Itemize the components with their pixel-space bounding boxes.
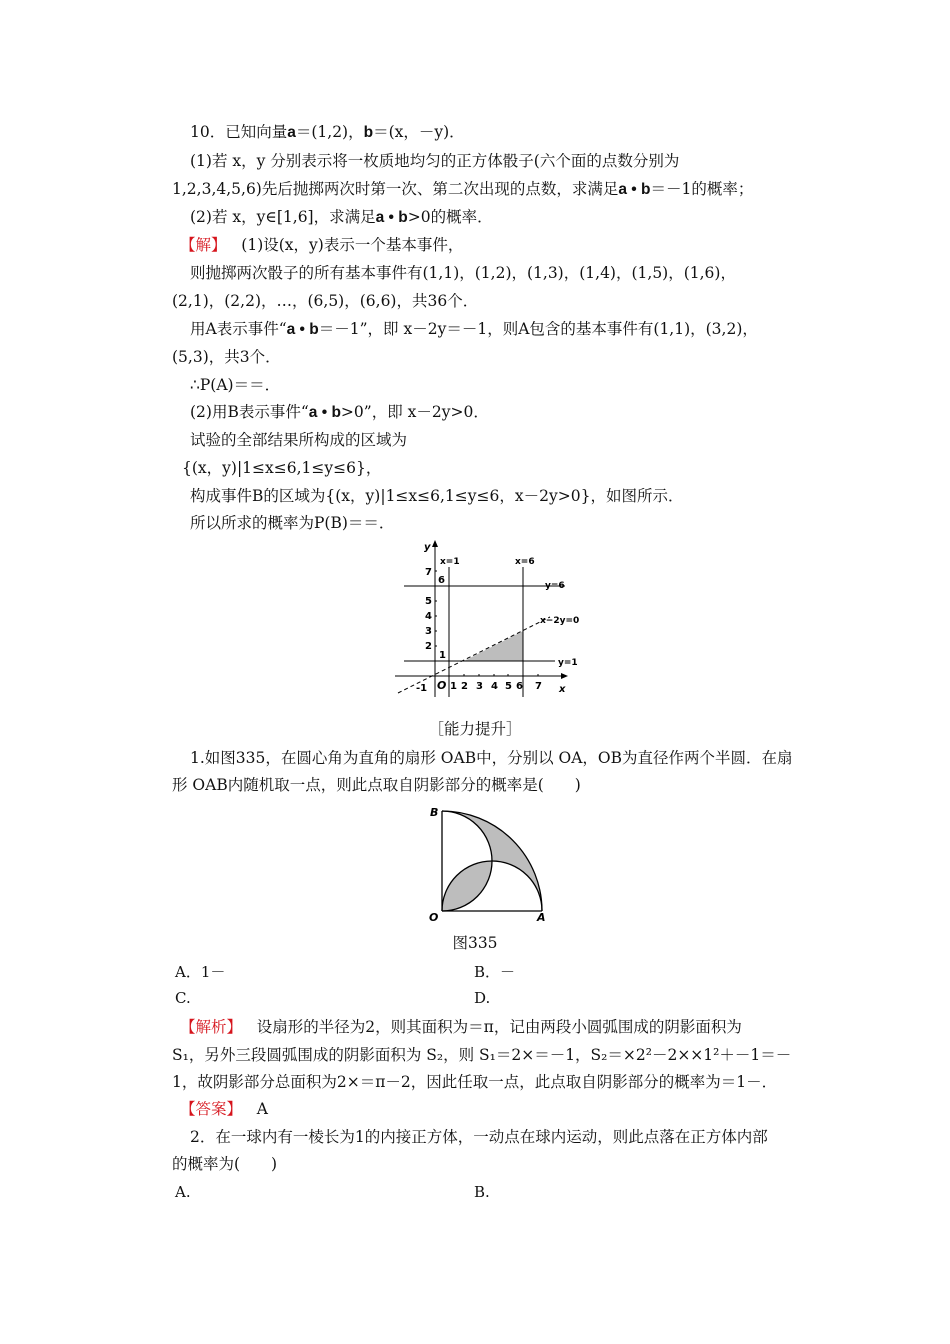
q2-line1: 2．在一球内有一棱长为1的内接正方体，一动点在球内运动，则此点落在正方体内部 xyxy=(190,1128,768,1146)
label-b: B xyxy=(430,806,439,819)
solution-line-5: (5,3)，共3个． xyxy=(172,348,281,366)
label-a: A xyxy=(537,911,546,924)
x-tick-label: 6 xyxy=(516,681,523,692)
x-axis-label: x xyxy=(559,684,566,695)
label-x6: x=6 xyxy=(515,557,535,567)
q2-line2: 的概率为( ) xyxy=(172,1155,278,1173)
q10-part1-tail: ＝－1的概率； xyxy=(650,180,754,198)
y-tick-label: 2 xyxy=(425,641,432,652)
x-tick-label: 7 xyxy=(535,681,542,692)
section-title: ［能力提升］ xyxy=(428,720,522,738)
origin-label: O xyxy=(437,679,447,692)
vector-a: a xyxy=(287,124,296,141)
solution-line-11: 所以所求的概率为P(B)＝＝． xyxy=(190,514,395,532)
line-x-2y xyxy=(398,617,550,693)
figure-caption: 图335 xyxy=(452,934,498,952)
y-tick-label: 4 xyxy=(425,611,432,622)
answer-value: A xyxy=(256,1100,268,1118)
q2-option-b[interactable]: B. xyxy=(474,1183,490,1201)
y-tick-label: 6 xyxy=(438,575,445,586)
q10-part1-line1: (1)若 x，y 分别表示将一枚质地均匀的正方体骰子(六个面的点数分别为 xyxy=(190,152,680,170)
region-graph xyxy=(390,537,580,702)
y-axis-arrow xyxy=(432,540,438,547)
analysis-line-3: 1，故阴影部分总面积为2×＝π－2，因此任取一点，此点取自阴影部分的概率为＝1－． xyxy=(172,1073,778,1091)
dot-product: a • b xyxy=(308,404,341,421)
x-axis-arrow xyxy=(561,673,568,679)
shaded-region xyxy=(464,631,523,661)
y-tick-label: 3 xyxy=(425,626,432,637)
q2-option-a[interactable]: A. xyxy=(175,1183,191,1201)
dot-product: a • b xyxy=(286,321,319,338)
solution-text: (2)用B表示事件“ xyxy=(190,403,309,421)
x-tick-label: 2 xyxy=(461,681,468,692)
label-x1: x=1 xyxy=(440,557,460,567)
dot-product: a • b xyxy=(618,181,651,198)
solution-line-7 xyxy=(190,402,489,423)
solution-text: (1)设(x，y)表示一个基本事件， xyxy=(241,236,464,254)
q10-part2-text: (2)若 x，y∈[1,6]，求满足 xyxy=(190,208,376,226)
q1-line2: 形 OAB内随机取一点，则此点取自阴影部分的概率是( ) xyxy=(172,776,581,794)
solution-line-9: {(x，y)|1≤x≤6,1≤y≤6}， xyxy=(182,459,382,477)
q10-stem xyxy=(190,122,465,143)
analysis-line-2: S₁，另外三段圆弧围成的阴影面积为 S₂，则 S₁＝2×＝－1，S₂＝×2²－2××1²＋－1＝－ xyxy=(172,1046,792,1064)
y-tick-label: 5 xyxy=(425,596,432,607)
sector-figure xyxy=(420,798,560,924)
x-tick-label: 4 xyxy=(491,681,498,692)
answer-line xyxy=(180,1099,268,1119)
analysis-text: 设扇形的半径为2，则其面积为＝π，记由两段小圆弧围成的阴影面积为 xyxy=(256,1018,742,1036)
solution-line-3: (2,1)，(2,2)，…，(6,5)，(6,6)，共36个． xyxy=(172,292,479,310)
q10-part2 xyxy=(190,207,493,228)
answer-tag: 【答案】 xyxy=(180,1100,243,1118)
solution-line-6: ∴P(A)＝＝． xyxy=(190,376,281,394)
solution-line-10: 构成事件B的区域为{(x，y)|1≤x≤6,1≤y≤6，x－2y>0}，如图所示． xyxy=(190,487,684,505)
x-tick-label: 1 xyxy=(450,681,457,692)
q1-option-d[interactable]: D. xyxy=(474,989,491,1007)
q10-stem-text-3: ＝(x，－y)． xyxy=(373,123,465,141)
x-tick-label: -1 xyxy=(416,683,428,694)
q1-option-a[interactable]: A．1－ xyxy=(175,963,226,981)
q10-stem-text-2: ＝(1,2)， xyxy=(295,123,364,141)
dot-product: a • b xyxy=(375,209,408,226)
solution-line-4 xyxy=(190,319,758,340)
x-tick-label: 5 xyxy=(505,681,512,692)
y-tick-label: 7 xyxy=(425,567,432,578)
q1-option-c[interactable]: C. xyxy=(175,989,191,1007)
q1-line1: 1.如图335，在圆心角为直角的扇形 OAB中，分别以 OA，OB为直径作两个半圆．在扇 xyxy=(190,749,793,767)
x-tick-label: 3 xyxy=(476,681,483,692)
solution-text: ＝－1”，即 x－2y＝－1，则A包含的基本事件有(1,1)，(3,2)， xyxy=(318,320,758,338)
shaded-region-s1 xyxy=(442,861,492,911)
solution-text: 用A表示事件“ xyxy=(190,320,287,338)
q1-option-b[interactable]: B．－ xyxy=(474,963,516,981)
solution-line-2: 则抛掷两次骰子的所有基本事件有(1,1)，(1,2)，(1,3)，(1,4)，(1,5)，(1,6)， xyxy=(190,264,736,282)
q10-stem-text: 10．已知向量 xyxy=(190,123,288,141)
q10-part1-line2 xyxy=(172,179,753,200)
vector-b: b xyxy=(363,124,374,141)
q10-part1-text: 1,2,3,4,5,6)先后抛掷两次时第一次、第二次出现的点数，求满足 xyxy=(172,180,619,198)
label-y6: y=6 xyxy=(545,581,565,591)
label-o: O xyxy=(429,911,439,924)
solution-line-1 xyxy=(180,235,463,255)
solution-tag: 【解】 xyxy=(180,236,227,254)
analysis-tag: 【解析】 xyxy=(180,1018,243,1036)
analysis-line-1 xyxy=(180,1017,742,1037)
y-tick-label: 1 xyxy=(439,650,446,661)
y-axis-label: y xyxy=(424,542,431,553)
label-y1: y=1 xyxy=(558,658,578,668)
label-line: x−2y=0 xyxy=(540,616,580,626)
solution-line-8: 试验的全部结果所构成的区域为 xyxy=(190,431,408,449)
solution-text: >0”，即 x－2y>0． xyxy=(340,403,489,421)
q10-part2-tail: >0的概率． xyxy=(407,208,493,226)
